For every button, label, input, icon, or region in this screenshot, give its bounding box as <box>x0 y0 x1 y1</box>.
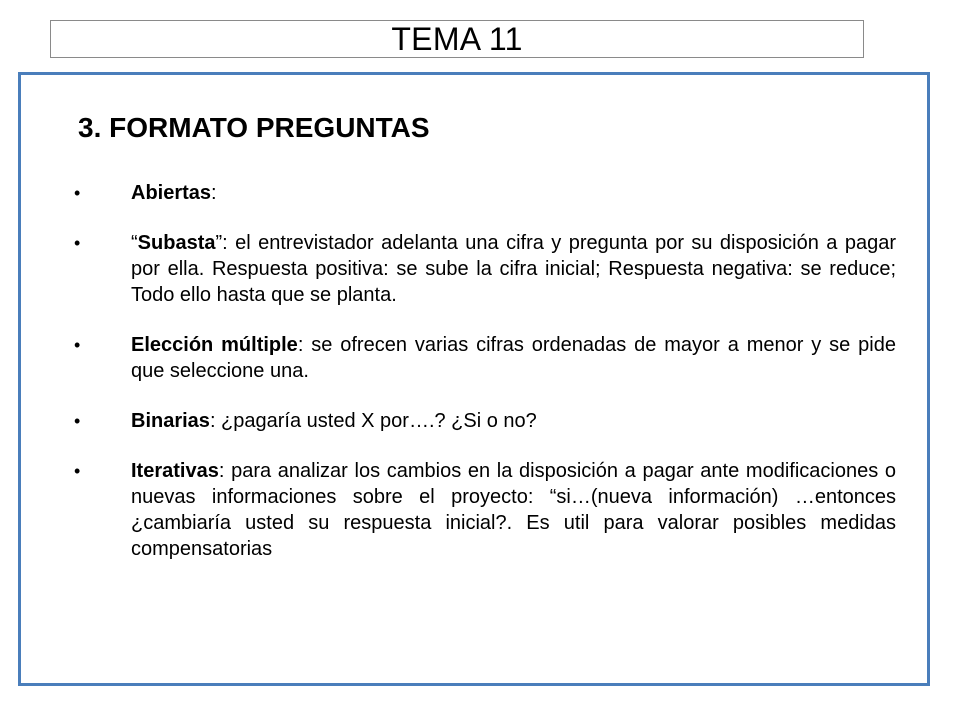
bullet-text: : se ofrecen varias cifras ordenadas de mayor a menor y se pide que seleccione una. <box>131 334 896 382</box>
bullet-binarias <box>74 408 896 434</box>
slide-title: TEMA 11 <box>391 21 523 57</box>
bullet-dot-icon: • <box>74 233 81 253</box>
bullet-text: : ¿pagaría usted X por….? ¿Si o no? <box>209 410 537 432</box>
section-heading: 3. FORMATO PREGUNTAS <box>78 112 430 143</box>
bullet-text: ”: el entrevistador adelanta una cifra y pregunta por su disposición a pagar por ella. Respuesta positiva: se sube la cifra inicial; Respuesta negativa: se reduce; Todo ello hasta que se planta. <box>131 232 896 306</box>
bullet-text: : <box>211 182 217 204</box>
content-panel <box>18 72 930 686</box>
bullet-dot-icon: • <box>74 461 81 481</box>
bullet-term: Binarias <box>131 410 210 432</box>
bullet-lead: “ <box>131 232 138 254</box>
bullet-subasta <box>74 230 896 308</box>
bullet-dot-icon: • <box>74 411 81 431</box>
bullet-iterativas <box>74 458 896 562</box>
bullet-term: Subasta <box>137 232 216 254</box>
bullet-list <box>74 180 896 586</box>
bullet-abiertas <box>74 180 896 206</box>
bullet-term: Elección múltiple <box>131 334 298 356</box>
bullet-term: Abiertas <box>131 182 212 204</box>
bullet-text: : para analizar los cambios en la disposición a pagar ante modificaciones o nuevas informaciones sobre el proyecto: “si…(nueva información) …entonces ¿cambiaría usted su respuesta inicial?. Es util para valorar posibles medidas compensatorias <box>131 460 896 560</box>
bullet-eleccion-multiple <box>74 332 896 384</box>
bullet-dot-icon: • <box>74 183 81 203</box>
bullet-dot-icon: • <box>74 335 81 355</box>
slide-title-box <box>50 20 864 58</box>
bullet-term: Iterativas <box>131 460 219 482</box>
